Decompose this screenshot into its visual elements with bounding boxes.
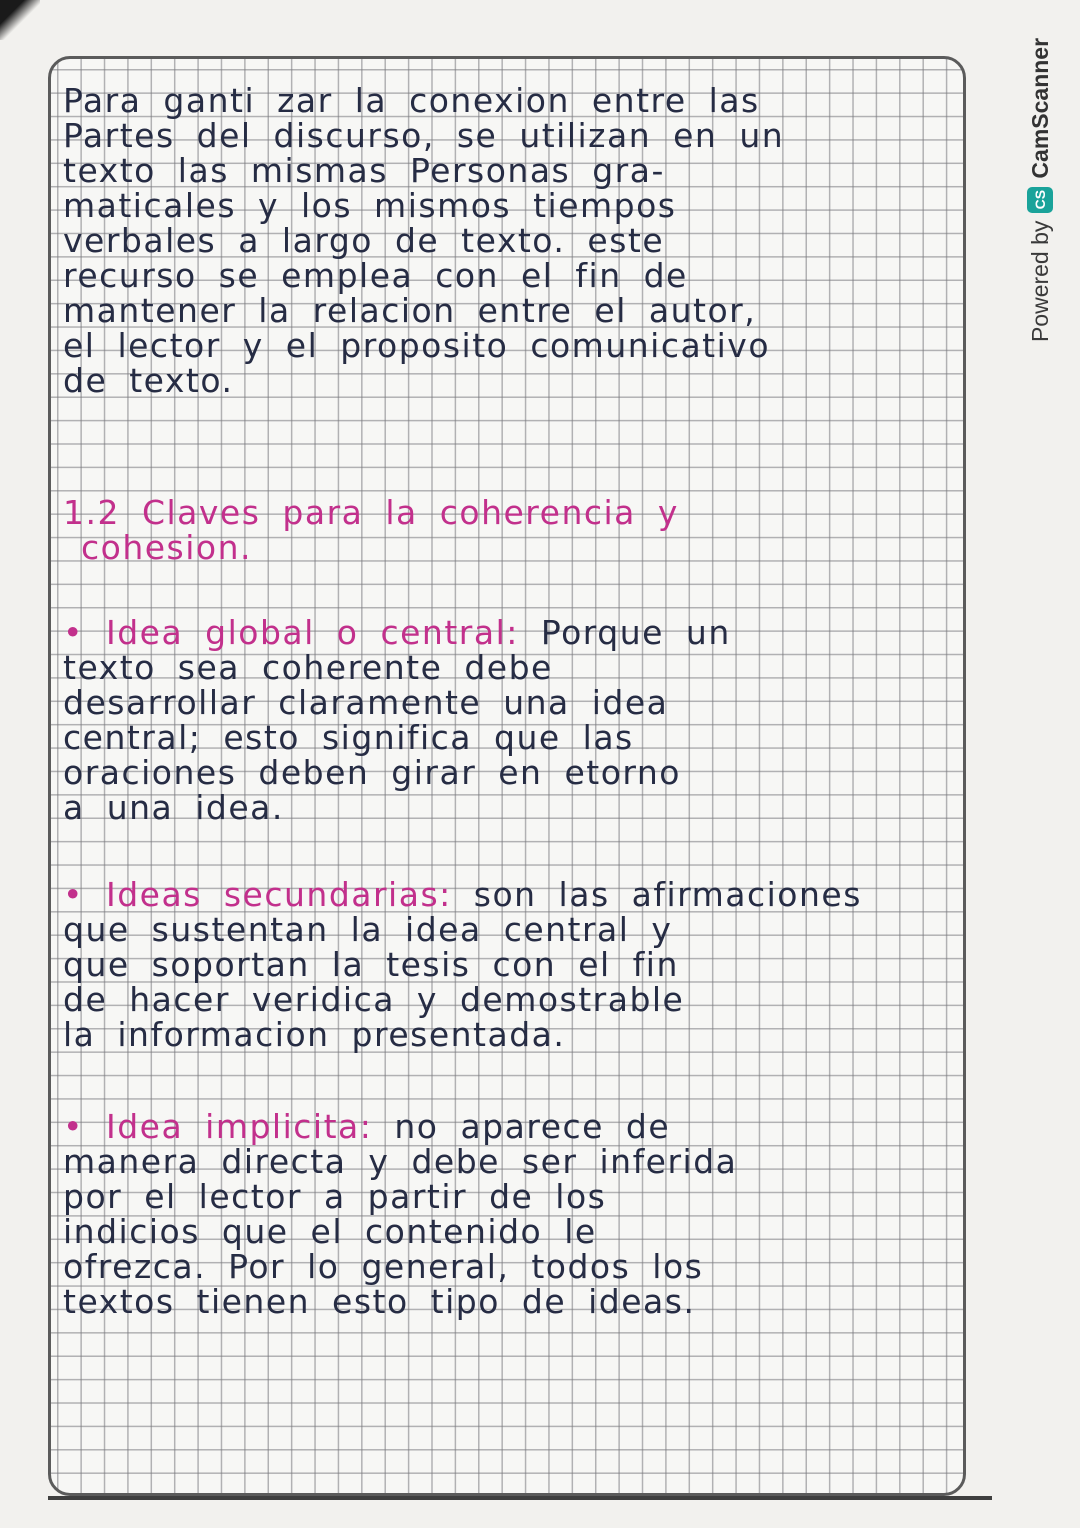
text-line: por el lector a partir de los <box>63 1177 607 1216</box>
page-bottom-rule <box>48 1496 992 1500</box>
text-line: de hacer veridica y demostrable <box>63 980 685 1019</box>
text-line: que soportan la tesis con el fin <box>63 945 679 984</box>
bullet-icon: • <box>63 613 106 652</box>
text-line: a una idea. <box>63 788 284 827</box>
text-line: mantener la relacion entre el autor, <box>63 291 757 330</box>
camscanner-brand: CamScanner <box>1026 37 1053 179</box>
item-ideas-secundarias <box>63 877 953 1052</box>
bullet-icon: • <box>63 1107 106 1146</box>
text-line: la informacion presentada. <box>63 1015 566 1054</box>
text-line: verbales a largo de texto. este <box>63 221 665 260</box>
section-heading <box>63 495 953 565</box>
item-idea-implicita <box>63 1109 953 1319</box>
camscanner-logo-icon: CS <box>1027 187 1053 213</box>
text-line: Partes del discurso, se utilizan en un <box>63 116 785 155</box>
heading-line: 1.2 Claves para la coherencia y <box>63 493 679 532</box>
text-line: Porque un <box>540 613 731 652</box>
page-corner-shadow <box>0 0 40 40</box>
text-line: textos tienen esto tipo de ideas. <box>63 1282 696 1321</box>
text-line: ofrezca. Por lo general, todos los <box>63 1247 704 1286</box>
intro-paragraph <box>63 83 953 398</box>
powered-by-text: Powered by <box>1026 220 1053 343</box>
text-line: central; esto significa que las <box>63 718 634 757</box>
text-line: maticales y los mismos tiempos <box>63 186 677 225</box>
text-line: de texto. <box>63 361 234 400</box>
text-line: no aparece de <box>394 1107 671 1146</box>
text-line: texto las mismas Personas gra- <box>63 151 665 190</box>
item-term: Idea implicita: <box>105 1107 373 1146</box>
heading-line: cohesion. <box>81 528 253 567</box>
text-line: oraciones deben girar en etorno <box>63 753 681 792</box>
text-line: el lector y el proposito comunicativo <box>63 326 771 365</box>
text-line: recurso se emplea con el fin de <box>63 256 688 295</box>
text-line: indicios que el contenido le <box>63 1212 597 1251</box>
item-term: Idea global o central: <box>105 613 519 652</box>
notebook-page <box>48 56 966 1496</box>
item-idea-global <box>63 615 953 825</box>
text-line: manera directa y debe ser inferida <box>63 1142 738 1181</box>
text-line: texto sea coherente debe <box>63 648 553 687</box>
text-line: Para ganti zar la conexion entre las <box>63 81 760 120</box>
item-term: Ideas secundarias: <box>105 875 452 914</box>
bullet-icon: • <box>63 875 106 914</box>
text-line: que sustentan la idea central y <box>63 910 673 949</box>
text-line: son las afirmaciones <box>473 875 862 914</box>
text-line: desarrollar claramente una idea <box>63 683 669 722</box>
camscanner-watermark <box>1012 20 1068 360</box>
